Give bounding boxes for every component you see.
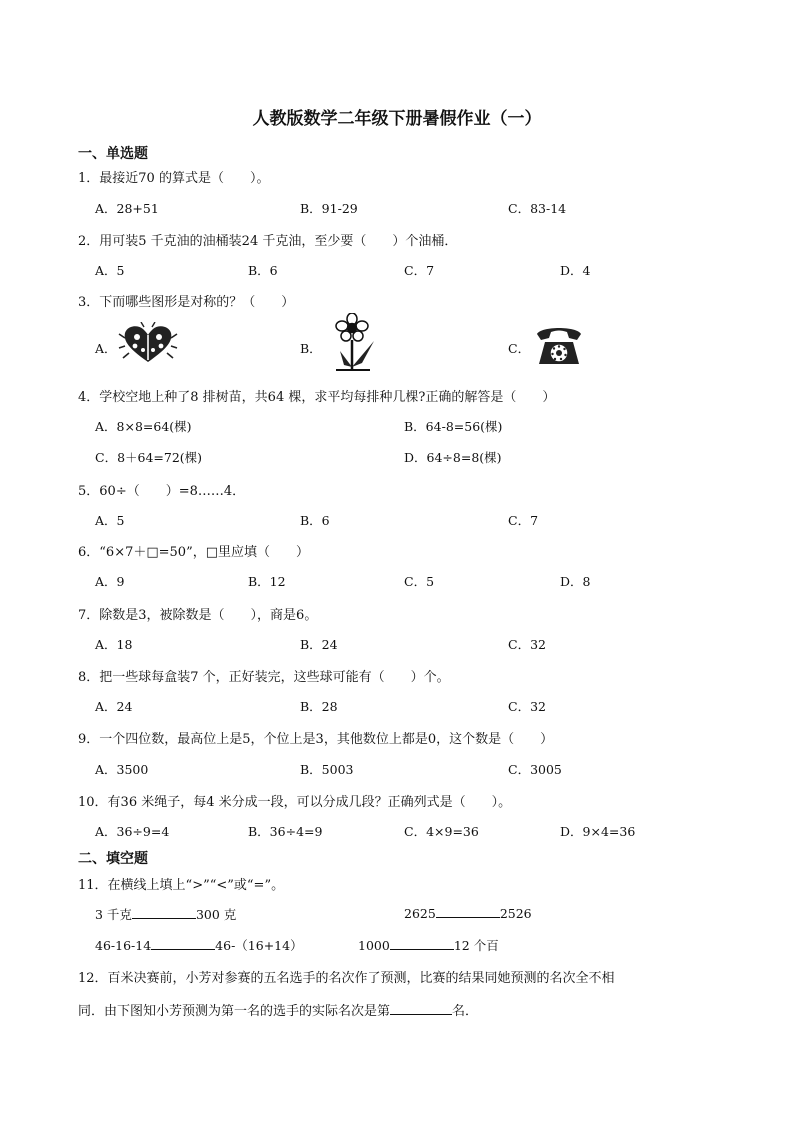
q8-option-b[interactable]: B．28 — [300, 699, 338, 714]
question-3: 3．下而哪些图形是对称的？（ ） — [78, 295, 295, 310]
q5-option-c[interactable]: C．7 — [508, 513, 539, 528]
q10-option-a[interactable]: A．36÷9=4 — [95, 824, 170, 839]
ladybug-heart-icon — [117, 322, 179, 366]
telephone-icon — [531, 324, 587, 366]
q3-option-c[interactable]: C． — [508, 341, 531, 356]
question-11: 11．在横线上填上“>”“<”或“=”。 — [78, 878, 285, 893]
question-5: 5．60÷（ ）=8……4． — [78, 484, 246, 499]
q2-option-d[interactable]: D．4 — [560, 263, 591, 278]
question-1: 1．最接近70 的算式是（ ）。 — [78, 171, 270, 186]
q6-option-b[interactable]: B．12 — [248, 574, 286, 589]
q7-option-b[interactable]: B．24 — [300, 637, 338, 652]
q3-option-b[interactable]: B． — [300, 341, 322, 356]
q4-option-b[interactable]: B．64-8=56(棵) — [404, 419, 503, 434]
question-6: 6．“6×7＋□=50”，□里应填（ ） — [78, 545, 309, 560]
question-9: 9．一个四位数，最高位上是5，个位上是3，其他数位上都是0，这个数是（ ） — [78, 732, 554, 747]
question-8: 8．把一些球每盒装7 个，正好装完，这些球可能有（ ）个。 — [78, 670, 450, 685]
q2-option-b[interactable]: B．6 — [248, 263, 278, 278]
flower-icon — [326, 313, 380, 373]
q1-option-c[interactable]: C．83-14 — [508, 201, 567, 216]
answer-blank[interactable] — [151, 937, 215, 950]
q1-option-b[interactable]: B．91-29 — [300, 201, 358, 216]
q1-option-a[interactable]: A．28+51 — [95, 201, 159, 216]
question-7: 7．除数是3，被除数是（ ），商是6。 — [78, 608, 318, 623]
page-title: 人教版数学二年级下册暑假作业（一） — [252, 109, 542, 129]
answer-blank[interactable] — [132, 906, 196, 919]
q6-option-c[interactable]: C．5 — [404, 574, 435, 589]
q9-option-c[interactable]: C．3005 — [508, 762, 562, 777]
q4-option-a[interactable]: A．8×8=64(棵) — [95, 419, 192, 434]
question-2: 2．用可装5 千克油的油桶装24 千克油，至少要（ ）个油桶． — [78, 234, 458, 249]
q11-item-1: 3 千克 300 克 — [95, 907, 237, 922]
q10-option-b[interactable]: B．36÷4=9 — [248, 824, 323, 839]
question-12-line-2: 同．由下图知小芳预测为第一名的选手的实际名次是第 名． — [78, 1004, 479, 1019]
answer-blank[interactable] — [436, 905, 500, 918]
q11-item-2: 2625 2526 — [404, 906, 532, 921]
q2-option-c[interactable]: C．7 — [404, 263, 435, 278]
section-heading-single-choice: 一、单选题 — [78, 146, 148, 162]
q11-item-4: 1000 12 个百 — [358, 938, 499, 953]
answer-blank[interactable] — [390, 1002, 452, 1015]
question-10: 10．有36 米绳子，每4 米分成一段，可以分成几段？正确列式是（ ）。 — [78, 795, 512, 810]
q10-option-c[interactable]: C．4×9=36 — [404, 824, 479, 839]
q5-option-b[interactable]: B．6 — [300, 513, 330, 528]
q4-option-c[interactable]: C．8＋64=72(棵) — [95, 450, 203, 465]
q6-option-a[interactable]: A．9 — [95, 574, 125, 589]
q2-option-a[interactable]: A．5 — [95, 263, 125, 278]
question-12-line-1: 12．百米决赛前，小芳对参赛的五名选手的名次作了预测，比赛的结果同她预测的名次全不相 — [78, 971, 615, 986]
q7-option-a[interactable]: A．18 — [95, 637, 133, 652]
q9-option-a[interactable]: A．3500 — [95, 762, 149, 777]
q7-option-c[interactable]: C．32 — [508, 637, 546, 652]
answer-blank[interactable] — [390, 937, 454, 950]
section-heading-fill-in: 二、填空题 — [78, 851, 148, 867]
q3-option-a[interactable]: A． — [95, 341, 117, 356]
q9-option-b[interactable]: B．5003 — [300, 762, 354, 777]
q8-option-c[interactable]: C．32 — [508, 699, 546, 714]
q11-item-3: 46-16-14 46-（16+14） — [95, 938, 303, 953]
q4-option-d[interactable]: D．64÷8=8(棵) — [404, 450, 502, 465]
q10-option-d[interactable]: D．9×4=36 — [560, 824, 636, 839]
question-4: 4．学校空地上种了8 排树苗，共64 棵，求平均每排种几棵?正确的解答是（ ） — [78, 390, 556, 405]
q5-option-a[interactable]: A．5 — [95, 513, 125, 528]
q8-option-a[interactable]: A．24 — [95, 699, 133, 714]
q6-option-d[interactable]: D．8 — [560, 574, 591, 589]
